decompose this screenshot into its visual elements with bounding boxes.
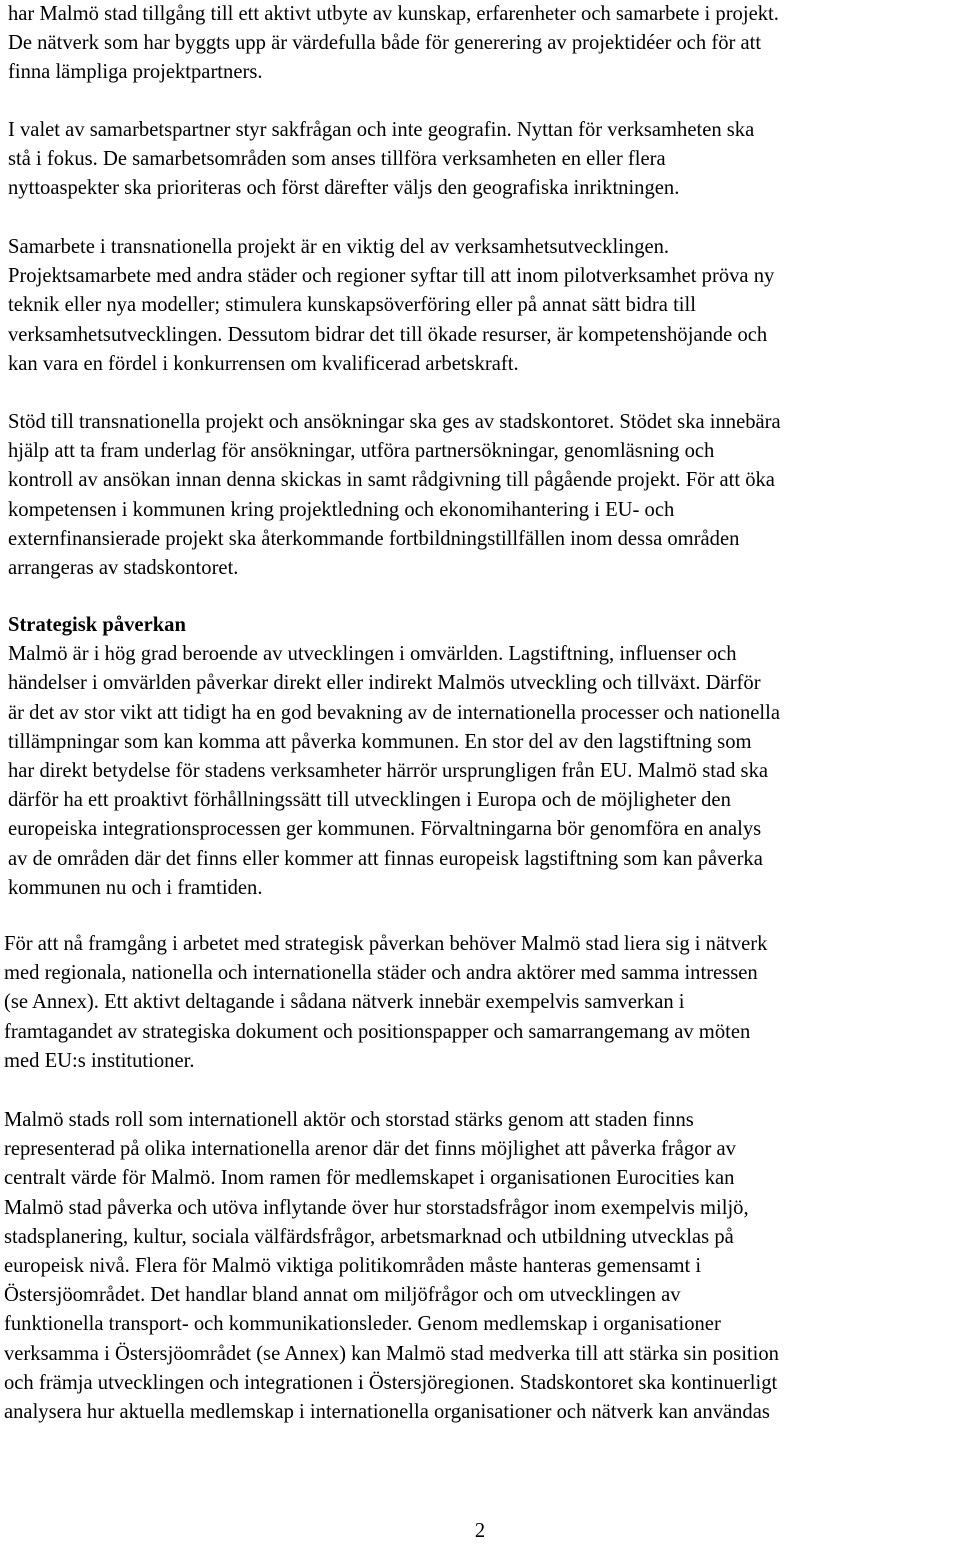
paragraph-3 xyxy=(8,233,774,379)
page-number-text: 2 xyxy=(474,1520,486,1542)
text-line: tillämpningar som kan komma att påverka kommunen. En stor del av den lagstiftning som xyxy=(8,730,752,753)
text-line: externfinansierade projekt ska återkommande fortbildningstillfällen inom dessa områden xyxy=(8,527,740,550)
text-line: teknik eller nya modeller; stimulera kunskapsöverföring eller på annat sätt bidra till xyxy=(8,294,696,317)
page-number xyxy=(0,1517,960,1546)
section-heading: Strategisk påverkan xyxy=(8,614,186,636)
text-line: För att nå framgång i arbetet med strategisk påverkan behöver Malmö stad liera sig i nätverk xyxy=(4,933,768,955)
text-line: funktionella transport- och kommunikationsleder. Genom medlemskap i organisationer xyxy=(4,1313,721,1336)
text-line: representerad på olika internationella arenor där det finns möjlighet att påverka frågor av xyxy=(4,1138,736,1161)
text-line: har direkt betydelse för stadens verksamheter härrör ursprungligen från EU. Malmö stad ska xyxy=(8,760,769,783)
text-line: arrangeras av stadskontoret. xyxy=(8,557,239,580)
text-line: av de områden där det finns eller kommer att finnas europeisk lagstiftning som kan påverka xyxy=(8,847,763,870)
text-line: De nätverk som har byggts upp är värdefulla både för generering av projektidéer och för att xyxy=(8,32,762,55)
text-line: och främja utvecklingen och integrationen i Östersjöregionen. Stadskontoret ska kontinuerligt xyxy=(4,1371,778,1394)
text-line: nyttoaspekter ska prioriteras och först därefter väljs den geografiska inriktningen. xyxy=(8,177,680,200)
text-line: Samarbete i transnationella projekt är en viktig del av verksamhetsutvecklingen. xyxy=(8,236,670,258)
paragraph-4 xyxy=(8,408,781,583)
text-line: med regionala, nationella och internationella städer och andra aktörer med samma intressen xyxy=(4,962,758,985)
text-line: stå i fokus. De samarbetsområden som anses tillföra verksamheten en eller flera xyxy=(8,148,666,171)
text-line: verksamma i Östersjöområdet (se Annex) kan Malmö stad medverka till att stärka sin position xyxy=(4,1342,779,1365)
paragraph-2 xyxy=(8,116,754,204)
text-line: Malmö är i hög grad beroende av utvecklingen i omvärlden. Lagstiftning, influenser och xyxy=(8,643,737,666)
text-line: europeiska integrationsprocessen ger kommunen. Förvaltningarna bör genomföra en analys xyxy=(8,818,762,841)
text-line: framtagandet av strategiska dokument och positionspapper och samarrangemang av möten xyxy=(4,1020,751,1043)
paragraph-6 xyxy=(4,1106,779,1427)
text-line: hjälp att ta fram underlag för ansökningar, utföra partnersökningar, genomläsning och xyxy=(8,440,715,463)
text-line: kommunen nu och i framtiden. xyxy=(8,876,263,899)
paragraph-1 xyxy=(8,0,779,88)
text-line: (se Annex). Ett aktivt deltagande i sådana nätverk innebär exempelvis samverkan i xyxy=(4,991,685,1014)
text-line: Östersjöområdet. Det handlar bland annat om miljöfrågor och om utvecklingen av xyxy=(4,1284,681,1307)
text-line: händelser i omvärlden påverkar direkt eller indirekt Malmös utveckling och tillväxt. Därför xyxy=(8,672,761,695)
text-line: Stöd till transnationella projekt och ansökningar ska ges av stadskontoret. Stödet ska innebära xyxy=(8,411,781,433)
text-line: Projektsamarbete med andra städer och regioner syftar till att inom pilotverksamhet pröva ny xyxy=(8,265,775,288)
text-line: kontroll av ansökan innan denna skickas in samt rådgivning till pågående projekt. För att öka xyxy=(8,469,775,492)
paragraph-5 xyxy=(4,930,767,1076)
text-line: Malmö stads roll som internationell aktör och storstad stärks genom att staden finns xyxy=(4,1109,694,1131)
text-line: har Malmö stad tillgång till ett aktivt utbyte av kunskap, erfarenheter och samarbete i projekt. xyxy=(8,3,779,25)
text-line: stadsplanering, kultur, sociala välfärdsfrågor, arbetsmarknad och utbildning utvecklas på xyxy=(4,1225,734,1248)
text-line: I valet av samarbetspartner styr sakfrågan och inte geografin. Nyttan för verksamheten ska xyxy=(8,119,755,141)
text-line: centralt värde för Malmö. Inom ramen för medlemskapet i organisationen Eurocities kan xyxy=(4,1167,735,1190)
text-line: finna lämpliga projektpartners. xyxy=(8,61,263,84)
text-line: kompetensen i kommunen kring projektledning och ekonomihantering i EU- och xyxy=(8,498,675,521)
section-strategisk-paverkan xyxy=(8,611,780,903)
text-line: därför ha ett proaktivt förhållningssätt till utvecklingen i Europa och de möjligheter den xyxy=(8,789,731,812)
text-line: kan vara en fördel i konkurrensen om kvalificerad arbetskraft. xyxy=(8,352,519,375)
text-line: är det av stor vikt att tidigt ha en god bevakning av de internationella processer och nationella xyxy=(8,701,781,724)
text-line: Malmö stad påverka och utöva inflytande över hur storstadsfrågor inom exempelvis miljö, xyxy=(4,1196,749,1219)
text-line: verksamhetsutvecklingen. Dessutom bidrar det till ökade resurser, är kompetenshöjande och xyxy=(8,323,768,346)
text-line: med EU:s institutioner. xyxy=(4,1049,195,1072)
text-line: analysera hur aktuella medlemskap i internationella organisationer och nätverk kan användas xyxy=(4,1401,770,1424)
text-line: europeisk nivå. Flera för Malmö viktiga politikområden måste hanteras gemensamt i xyxy=(4,1255,702,1278)
